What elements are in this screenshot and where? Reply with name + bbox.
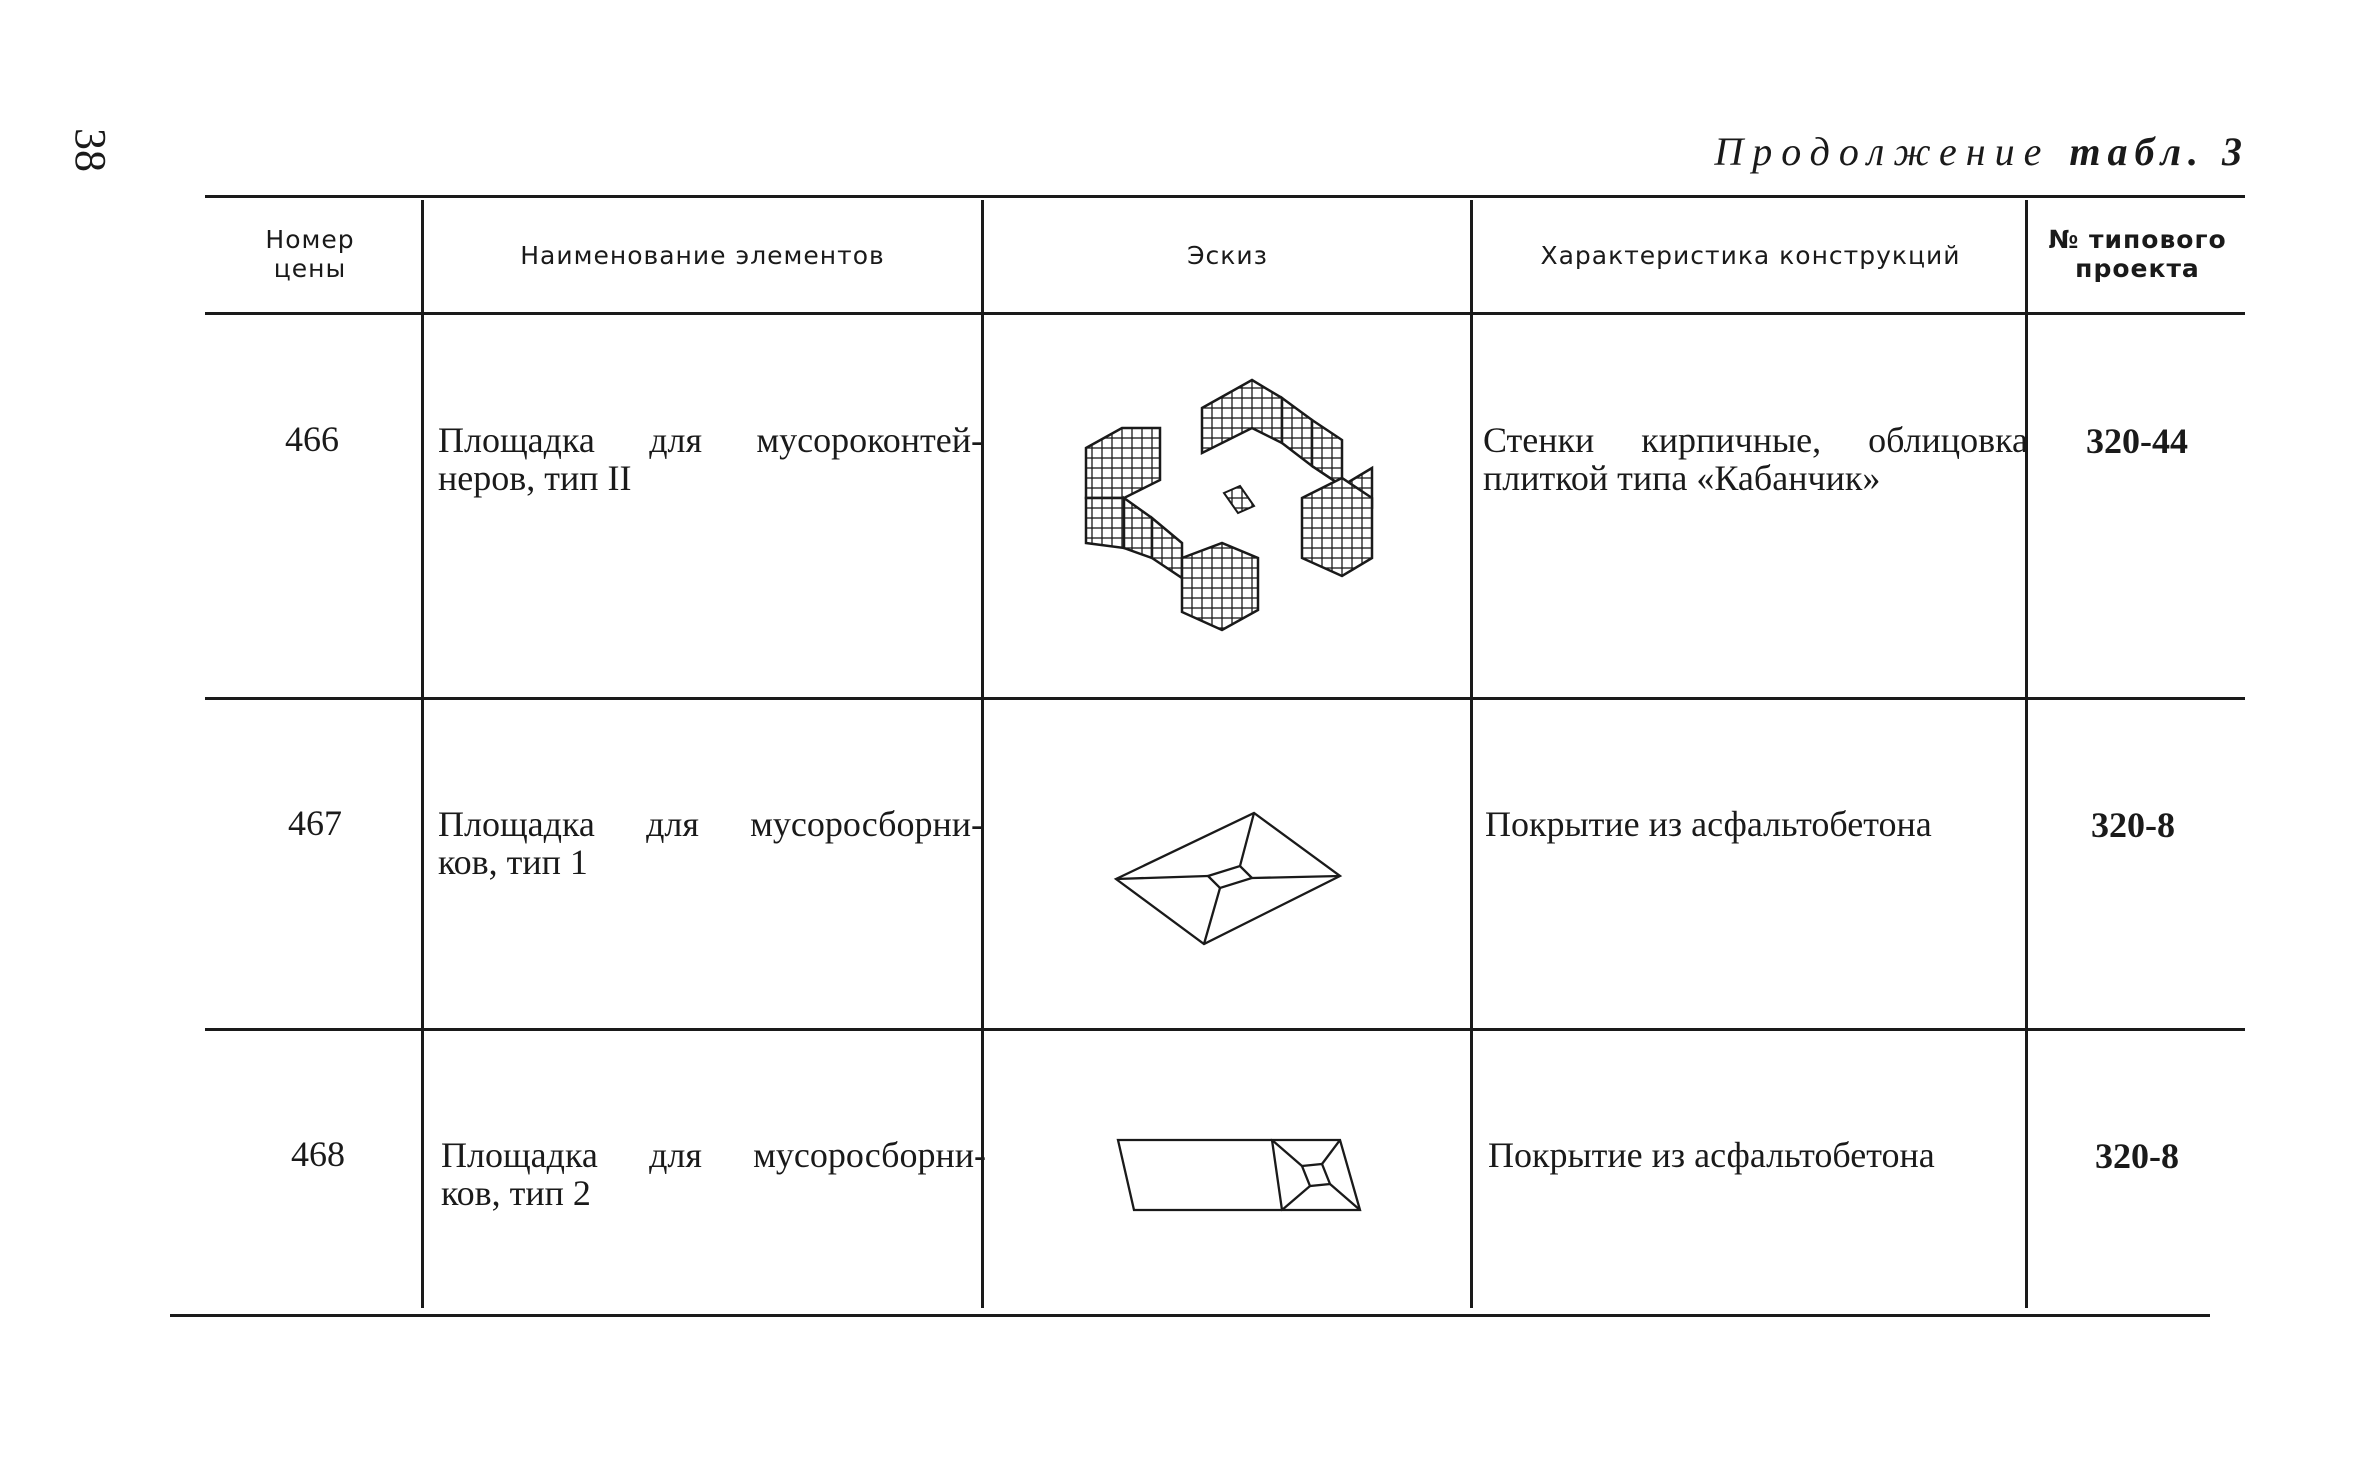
header-name: Наименование элементов <box>520 241 885 270</box>
price-no-cell: 467 <box>288 803 342 843</box>
caption-table-ref: табл. 3 <box>2069 129 2249 174</box>
element-name-line: Площадка для мусоросборни- <box>438 804 983 844</box>
element-name-line: ков, тип 2 <box>441 1172 591 1213</box>
table-caption <box>1714 128 2249 175</box>
element-name-cell <box>438 422 983 498</box>
header-project-no: № типового проекта <box>2048 225 2227 283</box>
element-name-line: Площадка для мусоросборни- <box>441 1135 986 1175</box>
element-name-line: Площадка для мусороконтей- <box>438 420 983 460</box>
table-top-rule <box>205 195 2245 198</box>
price-no-cell: 468 <box>291 1134 345 1174</box>
column-divider <box>421 200 424 1308</box>
row-divider <box>205 1028 2245 1031</box>
project-no-cell: 320-8 <box>2091 805 2175 845</box>
characteristic-line: Покрытие из асфальтобетона <box>1485 804 1932 844</box>
parallelogram-pad-with-drain-icon <box>1112 1132 1372 1222</box>
element-name-cell <box>441 1137 986 1213</box>
characteristic-line: Стенки кирпичные, облицовка <box>1483 420 2028 460</box>
caption-continuation: Продолжение <box>1714 129 2051 174</box>
brick-walled-container-site-icon <box>1072 368 1392 658</box>
characteristic-line: Покрытие из асфальтобетона <box>1488 1135 1935 1175</box>
row-divider <box>205 697 2245 700</box>
rhombic-pad-with-drain-icon <box>1112 808 1352 958</box>
header-characteristic: Характеристика конструкций <box>1540 241 1961 270</box>
element-name-line: неров, тип II <box>438 457 632 498</box>
characteristic-line: плиткой типа «Кабанчик» <box>1483 457 1881 498</box>
table-bottom-rule <box>170 1314 2210 1317</box>
project-no-cell: 320-44 <box>2086 421 2188 461</box>
project-no-cell: 320-8 <box>2095 1136 2179 1176</box>
header-price-no: Номер цены <box>265 225 355 283</box>
price-no-cell: 466 <box>285 419 339 459</box>
characteristic-cell <box>1485 806 2030 844</box>
column-divider <box>1470 200 1473 1308</box>
characteristic-cell <box>1488 1137 2033 1175</box>
element-name-line: ков, тип 1 <box>438 841 588 882</box>
header-bottom-rule <box>205 312 2245 315</box>
header-sketch: Эскиз <box>1187 241 1268 270</box>
page-number: 38 <box>66 128 115 172</box>
characteristic-cell <box>1483 422 2028 498</box>
element-name-cell <box>438 806 983 882</box>
